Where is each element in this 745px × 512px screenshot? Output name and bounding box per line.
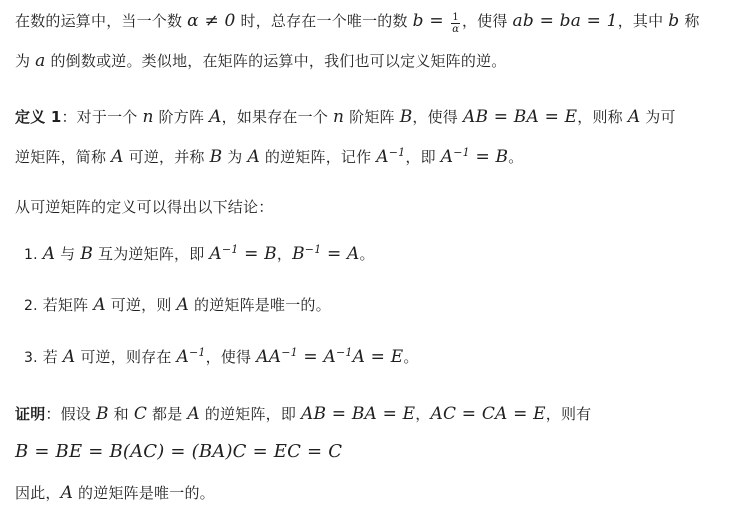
text: 的逆矩阵是唯一的。 xyxy=(189,296,331,314)
intro-line-1 xyxy=(15,10,700,35)
math-superscript: −1 xyxy=(388,146,406,159)
math: A xyxy=(247,147,260,167)
math-superscript: −1 xyxy=(281,346,298,359)
text: 若矩阵 xyxy=(37,296,94,314)
math-rest: = B xyxy=(238,244,277,264)
text: 逆矩阵，简称 xyxy=(15,148,112,166)
math xyxy=(292,244,359,264)
math xyxy=(376,147,405,167)
math: AC = CA = E xyxy=(430,404,546,424)
definition-line-2 xyxy=(15,146,523,168)
text: 的倒数或逆。类似地，在矩阵的运算中，我们也可以定义矩阵的逆。 xyxy=(45,52,507,70)
math: A xyxy=(187,404,200,424)
math: b xyxy=(668,11,680,31)
text: ，即 xyxy=(405,148,441,166)
math: C xyxy=(133,404,148,424)
proof-conclusion xyxy=(15,482,215,504)
math: B = BE = B(AC) = (BA)C = EC = C xyxy=(15,441,343,462)
math: B xyxy=(399,107,413,127)
text: 的逆矩阵，记作 xyxy=(259,148,377,166)
math: b = xyxy=(412,11,450,31)
text: ，使得 xyxy=(205,348,257,366)
math-rest: = B xyxy=(469,147,509,167)
text: 阶方阵 xyxy=(153,108,210,126)
math xyxy=(209,244,276,264)
math-superscript: −1 xyxy=(189,346,206,359)
text: 为可 xyxy=(640,108,676,126)
proof-label: 证明 xyxy=(15,405,46,423)
list-marker: 2. xyxy=(24,298,38,314)
math: A xyxy=(93,295,106,315)
text: ：假设 xyxy=(45,405,96,423)
math: ab = ba = 1 xyxy=(512,11,618,31)
list-marker: 3. xyxy=(24,350,38,366)
math: A xyxy=(209,107,222,127)
text: 时，总存在一个唯一的数 xyxy=(235,12,413,30)
text: 可逆，则存在 xyxy=(75,348,177,366)
math-base: A xyxy=(376,147,389,167)
math: AB = BA = E xyxy=(301,404,416,424)
list-marker: 1. xyxy=(24,247,38,263)
math: A xyxy=(42,244,56,264)
text: ，使得 xyxy=(461,12,513,30)
text: 互为逆矩阵，即 xyxy=(93,245,210,263)
math: B xyxy=(80,244,94,264)
text: 在数的运算中，当一个数 xyxy=(15,12,188,30)
math: n xyxy=(142,107,154,127)
math: A xyxy=(111,147,124,167)
math: AB = BA = E xyxy=(462,107,578,127)
text: 为 xyxy=(15,52,36,70)
text: 都是 xyxy=(147,405,188,423)
text: ，则有 xyxy=(545,405,592,423)
text: 。 xyxy=(403,348,419,366)
math-superscript: −1 xyxy=(453,146,470,159)
text: ， xyxy=(415,405,431,423)
math-base: AA xyxy=(256,347,282,367)
text: 阶矩阵 xyxy=(344,108,400,126)
list-item xyxy=(24,294,331,317)
math-superscript: −1 xyxy=(304,243,322,256)
math-rest: A = E xyxy=(352,347,404,367)
math: a xyxy=(35,51,46,71)
intro-line-2 xyxy=(15,50,507,72)
math: α ≠ 0 xyxy=(187,11,236,31)
math: B xyxy=(95,404,109,424)
proof-line xyxy=(15,403,591,425)
text: 的逆矩阵是唯一的。 xyxy=(73,484,215,502)
text: 因此， xyxy=(15,484,61,502)
fraction xyxy=(451,12,460,35)
math: A xyxy=(627,107,641,127)
definition-label: 定义 1 xyxy=(15,108,62,126)
text: ：对于一个 xyxy=(61,108,143,126)
math-base: B xyxy=(292,244,305,264)
math: A xyxy=(176,295,190,315)
math xyxy=(441,147,508,167)
text: ，如果存在一个 xyxy=(221,108,333,126)
text: ，则称 xyxy=(577,108,628,126)
text: 。 xyxy=(359,245,375,263)
math: A xyxy=(60,483,74,503)
list-item xyxy=(24,346,419,369)
math-base: = A xyxy=(297,347,336,367)
math-base: A xyxy=(440,147,454,167)
math-base: A xyxy=(209,244,222,264)
math-superscript: −1 xyxy=(335,346,353,359)
text: 。 xyxy=(508,148,524,166)
definition-line-1 xyxy=(15,106,676,128)
fraction-numerator: 1 xyxy=(452,12,459,23)
text: 称 xyxy=(679,12,700,30)
math xyxy=(177,347,206,367)
text: 可逆，则 xyxy=(105,296,177,314)
text: ，其中 xyxy=(617,12,669,30)
math-base: A xyxy=(176,347,190,367)
text: 若 xyxy=(37,348,63,366)
text: ， xyxy=(276,245,293,263)
text: 与 xyxy=(55,245,81,263)
conclusion-intro xyxy=(15,196,273,218)
math xyxy=(256,347,403,367)
math: A xyxy=(62,347,76,367)
text: 为 xyxy=(222,148,248,166)
fraction-denominator: α xyxy=(452,24,460,35)
list-item xyxy=(24,243,375,266)
proof-equation xyxy=(15,441,342,463)
math-rest: = A xyxy=(321,244,360,264)
math-superscript: −1 xyxy=(221,243,239,256)
text: 的逆矩阵，即 xyxy=(199,405,302,423)
math: n xyxy=(333,107,345,127)
text: 和 xyxy=(108,405,134,423)
text: 从可逆矩阵的定义可以得出以下结论： xyxy=(15,198,274,216)
math: B xyxy=(209,147,223,167)
text: ，使得 xyxy=(412,108,463,126)
text: 可逆，并称 xyxy=(123,148,210,166)
